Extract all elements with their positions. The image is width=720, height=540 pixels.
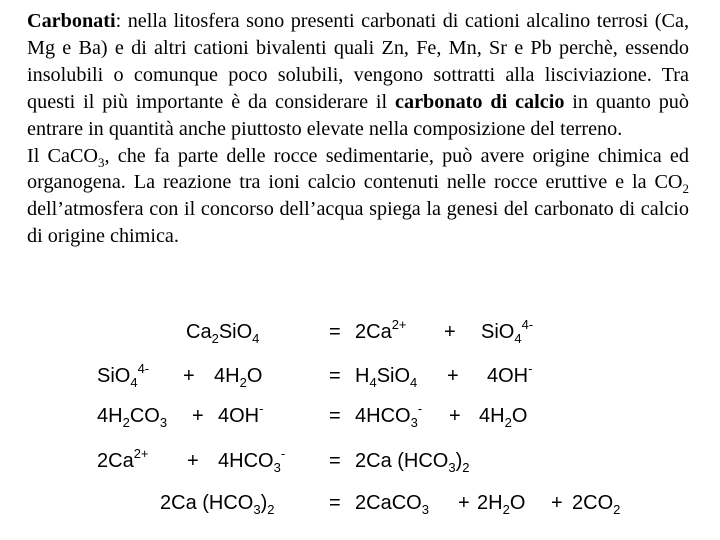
eq5-product-1: 2CaCO$_3$ bbox=[355, 492, 429, 517]
eq1-reactant: $Ca_2SiO_4$ bbox=[186, 321, 260, 346]
eq4-plus: + bbox=[187, 450, 199, 472]
eq4-reactant-2: $4HCO_3^-$ bbox=[218, 446, 286, 475]
eq1-equals: = bbox=[329, 321, 341, 343]
term-carbonati: Carbonati bbox=[27, 10, 116, 32]
eq1-plus: + bbox=[444, 321, 456, 343]
paragraph-caco3 bbox=[27, 143, 689, 251]
eq2-reactant-1: SiO$_4^{4-}$ bbox=[97, 361, 150, 390]
paragraph2-text-2: , che fa parte delle rocce sedimentarie, può avere origine chimica ed organogena. La reazione tra ioni calcio contenuti nelle rocce eruttive e la CO bbox=[27, 144, 689, 194]
eq4-equals: = bbox=[329, 450, 341, 472]
paragraph1-text-a: : nella litosfera sono presenti carbonati di cationi alcalino terrosi (Ca, Mg e Ba) e di altri cationi bivalenti quali Zn, Fe, Mn, Sr e Pb perchè, essendo insolubili o comunque poco solubili, vengono sottratti alla lisciviazione. Tra questi il più importante è da considerare il bbox=[27, 10, 689, 113]
eq5-product-2: $2H_2O$ bbox=[477, 492, 526, 517]
eq1-product-2: SiO$_4^{4-}$ bbox=[481, 317, 534, 346]
eq2-plus-2: + bbox=[447, 365, 459, 387]
eq2-reactant-2: $4H_2O$ bbox=[214, 365, 263, 390]
paragraph1-text-b: in quanto può entrare in quantità anche piuttosto elevate nella composizione del terreno. bbox=[27, 90, 689, 140]
eq5-plus-2: + bbox=[551, 492, 563, 514]
paragraph-carbonati bbox=[27, 8, 689, 143]
eq4-reactant-1: $2Ca^{2+}$ bbox=[97, 446, 149, 472]
eq4-product: 2Ca $(HCO_3)_2$ bbox=[355, 450, 470, 475]
subscript: 2 bbox=[682, 181, 689, 197]
eq3-plus-1: + bbox=[192, 405, 204, 427]
eq2-plus-1: + bbox=[183, 365, 195, 387]
eq5-equals: = bbox=[329, 492, 341, 514]
eq3-equals: = bbox=[329, 405, 341, 427]
body-text bbox=[27, 8, 689, 250]
eq5-reactant: 2Ca $(HCO_3)_2$ bbox=[160, 492, 275, 517]
term-carbonato-di-calcio: carbonato di calcio bbox=[395, 90, 565, 113]
paragraph2-text-3: dell’atmosfera con il concorso dell’acqua spiega la genesi del carbonato di calcio di origine chimica. bbox=[27, 198, 689, 248]
eq5-plus-1: + bbox=[458, 492, 470, 514]
eq5-product-3: $2CO_2$ bbox=[572, 492, 621, 517]
eq2-product-2: 4OH- bbox=[487, 361, 533, 387]
eq3-reactant-1: $4H_2CO_3$ bbox=[97, 405, 168, 430]
subscript: 3 bbox=[98, 154, 105, 170]
eq3-product-2: $4H_2O$ bbox=[479, 405, 528, 430]
eq1-product-1: $2Ca^{2+}$ bbox=[355, 317, 407, 343]
eq3-reactant-2: 4OH- bbox=[218, 401, 264, 427]
eq2-equals: = bbox=[329, 365, 341, 387]
eq2-product-1: $H_4SiO_4$ bbox=[355, 365, 418, 390]
eq3-product-1: $4HCO_3^-$ bbox=[355, 401, 423, 430]
eq3-plus-2: + bbox=[449, 405, 461, 427]
paragraph2-text-1: Il CaCO bbox=[27, 144, 98, 167]
